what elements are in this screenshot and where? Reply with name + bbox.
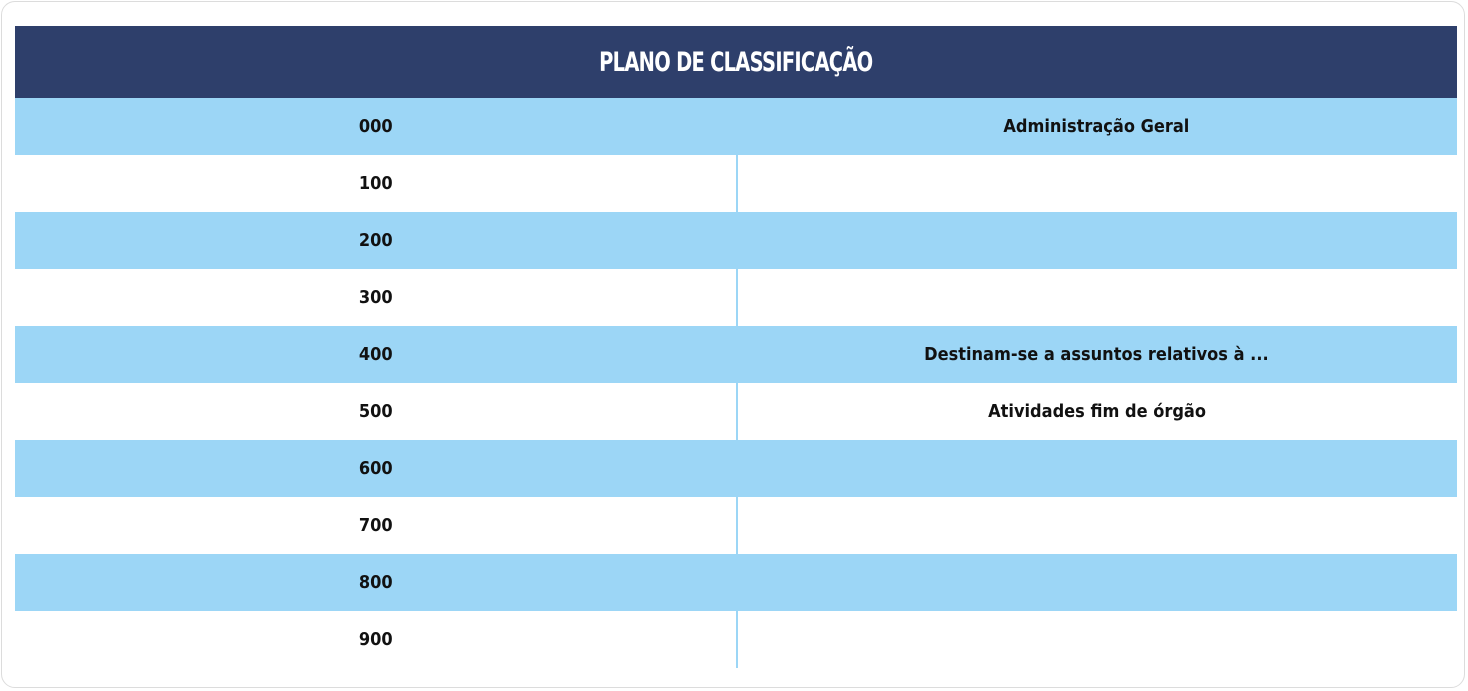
card-frame [1, 1, 1465, 688]
table-row [15, 611, 1457, 668]
description-text: Administração Geral [1003, 116, 1190, 137]
description-cell [736, 383, 1457, 440]
table-row [15, 326, 1457, 383]
code-text: 100 [358, 173, 393, 194]
code-cell [15, 554, 736, 611]
code-cell [15, 98, 736, 155]
table-row [15, 155, 1457, 212]
table-row [15, 554, 1457, 611]
code-cell [15, 212, 736, 269]
code-text: 600 [358, 458, 393, 479]
table-row [15, 98, 1457, 155]
code-text: 500 [358, 401, 393, 422]
description-cell [736, 155, 1457, 212]
description-cell [736, 98, 1457, 155]
description-cell [736, 611, 1457, 668]
description-cell [736, 326, 1457, 383]
description-text: Destinam-se a assuntos relativos à ... [924, 344, 1269, 365]
code-cell [15, 440, 736, 497]
code-text: 900 [358, 629, 393, 650]
description-cell [736, 269, 1457, 326]
classification-table [15, 26, 1457, 668]
table-row [15, 383, 1457, 440]
code-cell [15, 155, 736, 212]
code-cell [15, 326, 736, 383]
description-text: Atividades fim de órgão [988, 401, 1207, 422]
description-cell [736, 212, 1457, 269]
code-cell [15, 269, 736, 326]
table-row [15, 212, 1457, 269]
code-text: 200 [358, 230, 393, 251]
code-cell [15, 611, 736, 668]
table-row [15, 440, 1457, 497]
code-cell [15, 383, 736, 440]
description-cell [736, 440, 1457, 497]
table-row [15, 269, 1457, 326]
code-text: 800 [358, 572, 393, 593]
code-cell [15, 497, 736, 554]
code-text: 300 [358, 287, 393, 308]
table-header [15, 26, 1457, 98]
code-text: 000 [358, 116, 393, 137]
table-title: PLANO DE CLASSIFICAÇÃO [599, 46, 873, 78]
description-cell [736, 497, 1457, 554]
code-text: 400 [358, 344, 393, 365]
description-cell [736, 554, 1457, 611]
table-row [15, 497, 1457, 554]
code-text: 700 [358, 515, 393, 536]
